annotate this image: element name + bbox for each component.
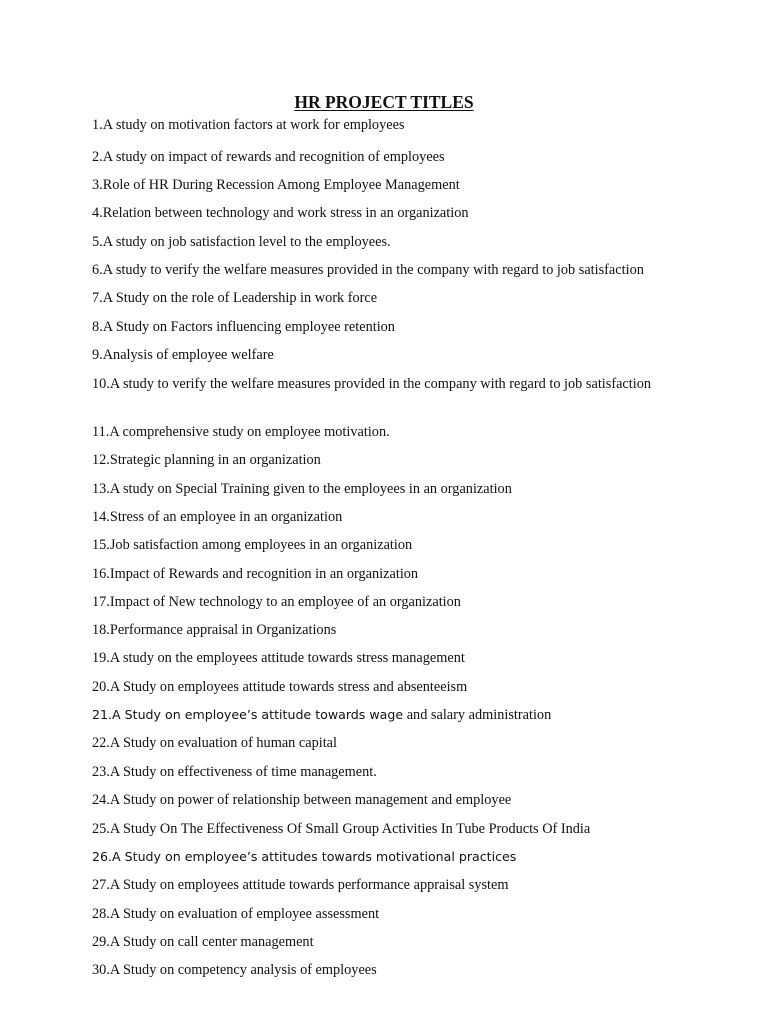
list-item: 6.A study to verify the welfare measures provided in the company with regard to job satisfaction (92, 262, 644, 278)
list-item: 20.A Study on employees attitude towards stress and absenteeism (92, 679, 468, 695)
list-item: 7.A Study on the role of Leadership in work force (92, 290, 378, 306)
list-item: 30.A Study on competency analysis of employees (92, 962, 377, 978)
list-item: 19.A study on the employees attitude towards stress management (92, 650, 465, 666)
list-item: 8.A Study on Factors influencing employee retention (92, 319, 395, 335)
list-item: 27.A Study on employees attitude towards performance appraisal system (92, 877, 509, 893)
list-item: 23.A Study on effectiveness of time management. (92, 764, 377, 780)
list-item: 13.A study on Special Training given to the employees in an organization (92, 481, 512, 497)
list-item: 29.A Study on call center management (92, 934, 314, 950)
list-item-text-tail: and salary administration (403, 707, 552, 723)
list-item: 10.A study to verify the welfare measures provided in the company with regard to job satisfaction (92, 376, 652, 392)
list-item: 11.A comprehensive study on employee motivation. (92, 424, 390, 440)
list-item-text: 21.A Study on employee’s attitude towards wage (92, 707, 404, 722)
list-item: 24.A Study on power of relationship between management and employee (92, 792, 512, 808)
list-item: 15.Job satisfaction among employees in an organization (92, 537, 413, 553)
list-item: 16.Impact of Rewards and recognition in an organization (92, 566, 419, 582)
list-item: 22.A Study on evaluation of human capital (92, 735, 337, 751)
list-item: 25.A Study On The Effectiveness Of Small Group Activities In Tube Products Of India (92, 821, 591, 837)
list-item: 26.A Study on employee’s attitudes towards motivational practices (92, 849, 517, 864)
list-item: 1.A study on motivation factors at work for employees (92, 117, 405, 133)
list-item (92, 705, 698, 725)
list-item: 17.Impact of New technology to an employee of an organization (92, 594, 461, 610)
list-item: 4.Relation between technology and work stress in an organization (92, 205, 469, 221)
list-item: 2.A study on impact of rewards and recognition of employees (92, 149, 445, 165)
list-item: 3.Role of HR During Recession Among Employee Management (92, 177, 460, 193)
list-item: 18.Performance appraisal in Organizations (92, 622, 337, 638)
list-item: 12.Strategic planning in an organization (92, 452, 321, 468)
list-item: 14.Stress of an employee in an organization (92, 509, 343, 525)
list-item: 5.A study on job satisfaction level to the employees. (92, 234, 391, 250)
list-item: 9.Analysis of employee welfare (92, 347, 274, 363)
document-title: HR PROJECT TITLES (294, 92, 474, 112)
list-item: 28.A Study on evaluation of employee assessment (92, 906, 380, 922)
